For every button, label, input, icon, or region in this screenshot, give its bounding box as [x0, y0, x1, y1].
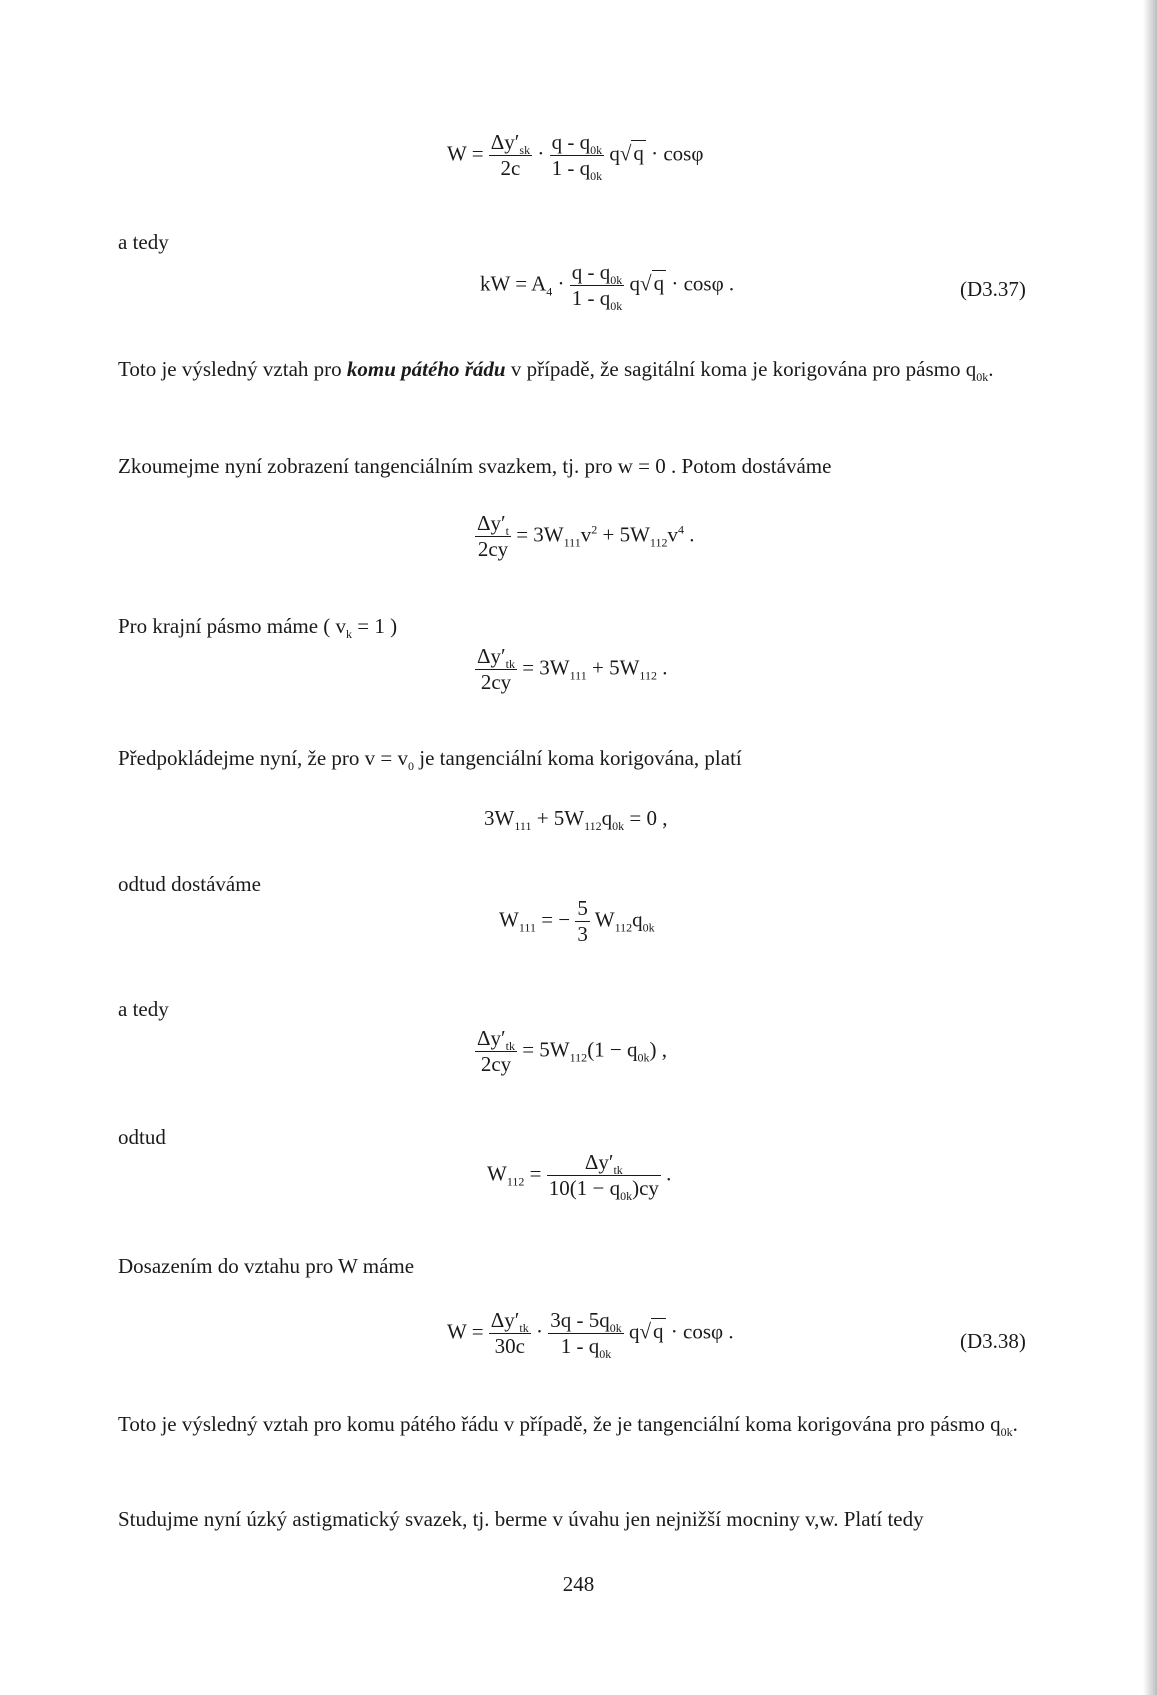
equation-number-d3-38: (D3.38) [960, 1329, 1026, 1353]
equation-tangential-result: $\frac{\Delta y'_{tk}}{2cy}$ = $5W_{112}(1 - q_{0k})$ , [477, 1026, 668, 1076]
equation-edge-zone: $\frac{\Delta y'_{tk}}{2cy}$ = $3W_{111} + 5W_{112}$ . [477, 644, 668, 694]
paragraph-tangential-result: Toto je výsledný vztah pro komu pátého řádu v případě, že je tangenciální koma korigována pro pásmo $q_{0k}$. [118, 1412, 1018, 1440]
text-a-tedy-1: a tedy [118, 230, 169, 254]
scan-edge-shadow [1143, 0, 1157, 1695]
equation-number-d3-37: (D3.37) [960, 277, 1026, 301]
paragraph-astigmatic: Studujme nyní úzký astigmatický svazek, tj. berme v úvahu jen nejnižší mocniny v,w. Platí tedy [118, 1507, 924, 1531]
paragraph-substitution: Dosazením do vztahu pro W máme [118, 1254, 415, 1278]
text-odtud: odtud [118, 1125, 166, 1149]
paragraph-tangential-intro: Zkoumejme nyní zobrazení tangenciálním svazkem, tj. pro w = 0 . Potom dostáváme [118, 454, 832, 478]
page-number: 248 [562, 1572, 595, 1596]
equation-d3-37: kW = $A_4$ · $\frac{q - q_{0k}}{1 - q_{0k}}$ q√q · cosφ . [480, 260, 735, 314]
equation-w-sagittal: W = $\frac{\Delta y'_{sk}}{2c}$ · $\frac{q - q_{0k}}{1 - q_{0k}}$ q√q · cosφ [447, 130, 704, 184]
equation-condition: $3W_{111} + 5W_{112}q_{0k} = 0$ , [484, 806, 668, 834]
text-odtud-dostavame: odtud dostáváme [118, 872, 261, 896]
equation-w112: $W_{112}$ = $\frac{\Delta y'_{tk}}{10(1 - q_{0k})cy}$ . [487, 1150, 672, 1204]
equation-tangential: $\frac{\Delta y'_t}{2cy}$ = $3W_{111}v^2 + 5W_{112}v^4$ . [477, 511, 695, 561]
equation-w111: $W_{111}$ = − $\frac{5}{3}$ $W_{112}q_{0k}$ [499, 896, 655, 946]
text-a-tedy-2: a tedy [118, 997, 169, 1021]
paragraph-sagittal-result: Toto je výsledný vztah pro komu pátého řádu v případě, že sagitální koma je korigována pro pásmo $q_{0k}$. [118, 357, 994, 385]
paragraph-assume-corrected: Předpokládejme nyní, že pro $v = v_0$ je tangenciální koma korigována, platí [118, 746, 742, 774]
equation-d3-38: W = $\frac{\Delta y'_{tk}}{30c}$ · $\frac{3q - 5q_{0k}}{1 - q_{0k}}$ q√q · cosφ . [447, 1308, 734, 1362]
paragraph-edge-zone: Pro krajní pásmo máme ( $v_k = 1$ ) [118, 614, 398, 642]
